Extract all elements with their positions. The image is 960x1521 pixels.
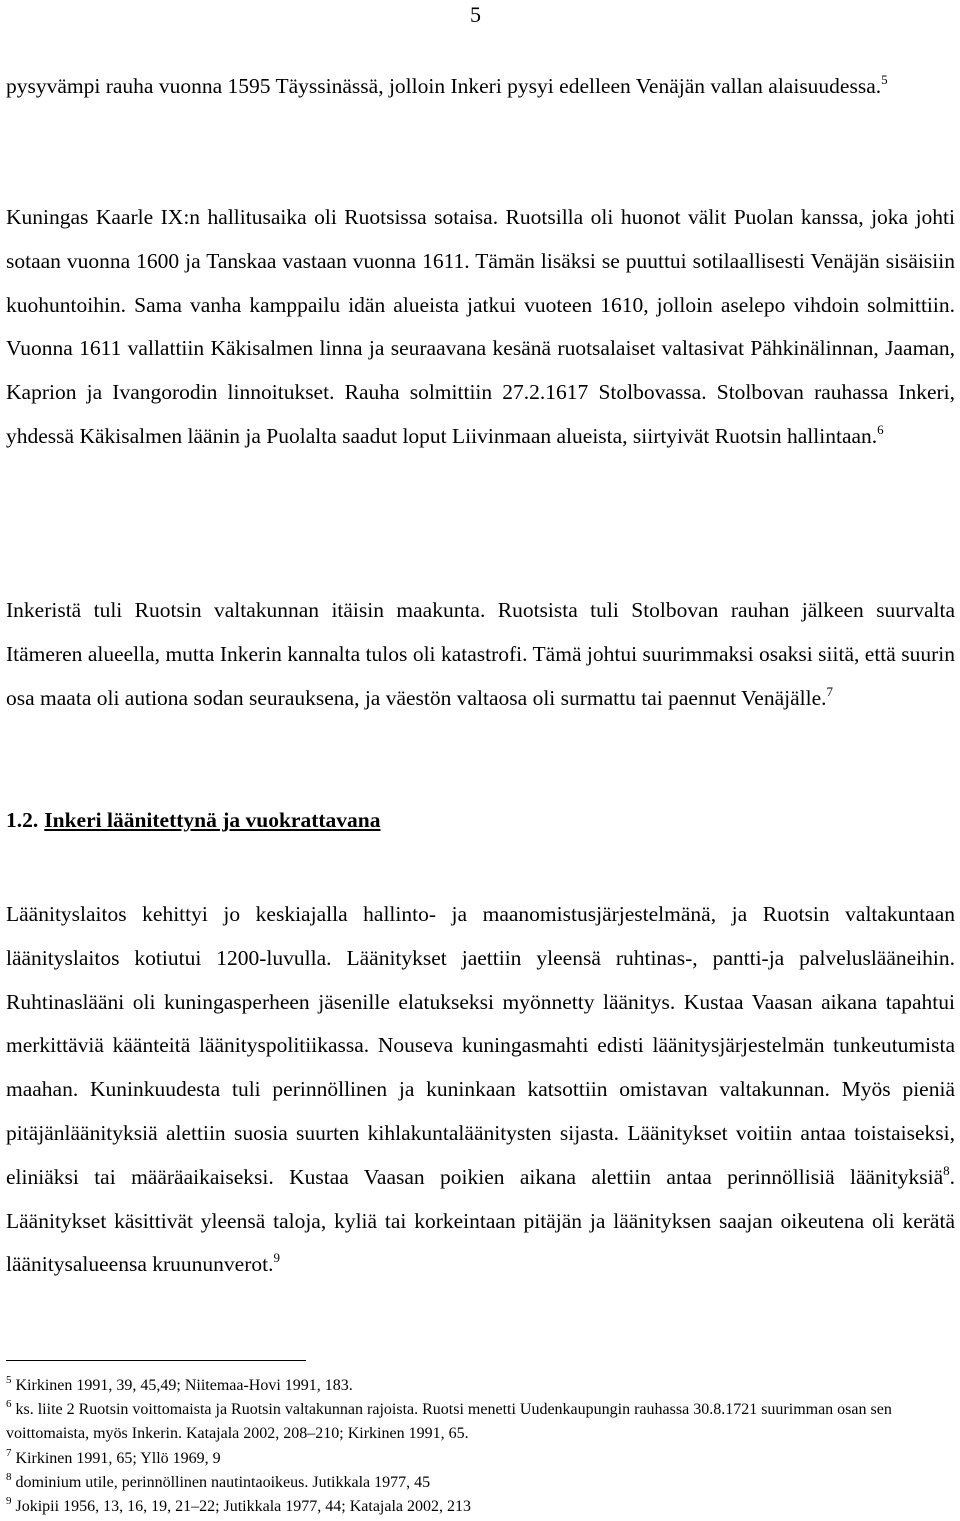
footnote-number: 9 xyxy=(6,1495,12,1508)
footnote-ref: 8 xyxy=(943,1162,950,1178)
footnotes-list xyxy=(6,1374,956,1519)
footnote-ref: 5 xyxy=(881,72,888,87)
paragraph-text: Inkeristä tuli Ruotsin valtakunnan itäisin maakunta. Ruotsista tuli Stolbovan rauhan jälkeen suurvalta Itämeren alueella, mutta Inkerin kannalta tulos oli katastrofi. Tämä johtui suurimmaksi osaksi siitä, että suurin osa maata oli autiona sodan seurauksena, ja väestön valtaosa oli surmattu tai paennut Venäjälle. xyxy=(6,598,955,710)
footnote-text: Kirkinen 1991, 39, 45,49; Niitemaa-Hovi 1991, 183. xyxy=(11,1377,353,1394)
footnote-text: dominium utile, perinnöllinen nautintaoikeus. Jutikkala 1977, 45 xyxy=(11,1473,431,1491)
paragraph-ingria-province xyxy=(6,589,955,720)
footnote-5 xyxy=(6,1374,956,1398)
footnote-ref: 9 xyxy=(273,1250,280,1266)
paragraph-text-continued: . Läänitykset käsittivät yleensä taloja, kyliä tai korkeintaan pitäjän ja läänityksen saajan oikeutena oli kerätä läänitysalueensa kruununverot. xyxy=(6,1164,955,1277)
footnote-number: 6 xyxy=(6,1398,12,1411)
footnote-text: Jokipii 1956, 13, 16, 19, 21–22; Jutikkala 1977, 44; Katajala 2002, 213 xyxy=(11,1498,472,1516)
paragraph-text: Läänityslaitos kehittyi jo keskiajalla hallinto- ja maanomistusjärjestelmänä, ja Ruotsin valtakuntaan läänityslaitos kotiutui 1200-luvulla. Läänitykset jaettiin yleensä ruhtinas-, pantti-ja palveluslääneihin. Ruhtinaslääni oli kuningasperheen jäsenille elatukseksi myönnetty läänitys. Kustaa Vaasan aikana tapahtui merkittäviä käänteitä läänityspolitiikassa. Nouseva kuningasmahti edisti läänitysjärjestelmän tunkeutumista maahan. Kuninkuudesta tuli perinnöllinen ja kuninkaan katsottiin omistavan valtakunnan. Myös pieniä pitäjänläänityksiä alettiin suosia suurten kihlakuntaläänitysten sijasta. Läänitykset voitiin antaa toistaiseksi, eliniäksi tai määräaikaiseksi. Kustaa Vaasan poikien aikana alettiin antaa perinnöllisiä läänityksiä xyxy=(6,902,955,1189)
footnote-ref: 7 xyxy=(826,683,834,699)
footnote-ref: 6 xyxy=(877,421,884,437)
paragraph-karl-ix xyxy=(6,196,955,459)
paragraph-text: Kuningas Kaarle IX:n hallitusaika oli Ruotsissa sotaisa. Ruotsilla oli huonot välit Puolan kanssa, joka johti sotaan vuonna 1600 ja Tanskaa vastaan vuonna 1611. Tämän lisäksi se puuttui sotilaallisesti Venäjän sisäisiin kuohuntoihin. Sama vanha kamppailu idän alueista jatkui vuoteen 1610, jolloin aselepo vihdoin solmittiin. Vuonna 1611 vallattiin Käkisalmen linna ja seuraavana kesänä ruotsalaiset valtasivat Pähkinälinnan, Jaaman, Kaprion ja Ivangorodin linnoitukset. Rauha solmittiin 27.2.1617 Stolbovassa. Stolbovan rauhassa Inkeri, yhdessä Käkisalmen läänin ja Puolalta saadut loput Liivinmaan alueista, siirtyivät Ruotsin hallintaan. xyxy=(6,205,955,448)
page-number: 5 xyxy=(470,2,481,27)
footnote-9 xyxy=(6,1495,956,1519)
section-heading-number: 1.2. xyxy=(6,808,39,832)
footnote-number: 7 xyxy=(6,1446,12,1459)
footnote-separator xyxy=(6,1360,306,1361)
paragraph-peace-1595 xyxy=(6,65,955,109)
section-heading xyxy=(6,808,381,833)
footnote-number: 8 xyxy=(6,1470,12,1483)
footnote-text: ks. liite 2 Ruotsin voittomaista ja Ruotsin valtakunnan rajoista. Ruotsi menetti Uudenkaupungin rauhassa 30.8.1721 suurimman osan sen voittomaista, myös Inkerin. Katajala 2002, 208–210; Kirkinen 1991, 65. xyxy=(6,1401,892,1443)
footnote-8 xyxy=(6,1471,956,1495)
footnote-7 xyxy=(6,1447,956,1471)
paragraph-fief-system xyxy=(6,893,955,1287)
section-heading-title: Inkeri läänitettynä ja vuokrattavana xyxy=(44,808,381,832)
footnote-number: 5 xyxy=(6,1374,12,1386)
footnote-6 xyxy=(6,1398,956,1446)
paragraph-text: pysyvämpi rauha vuonna 1595 Täyssinässä, jolloin Inkeri pysyi edelleen Venäjän vallan alaisuudessa. xyxy=(6,74,882,98)
footnote-text: Kirkinen 1991, 65; Yllö 1969, 9 xyxy=(11,1449,221,1467)
